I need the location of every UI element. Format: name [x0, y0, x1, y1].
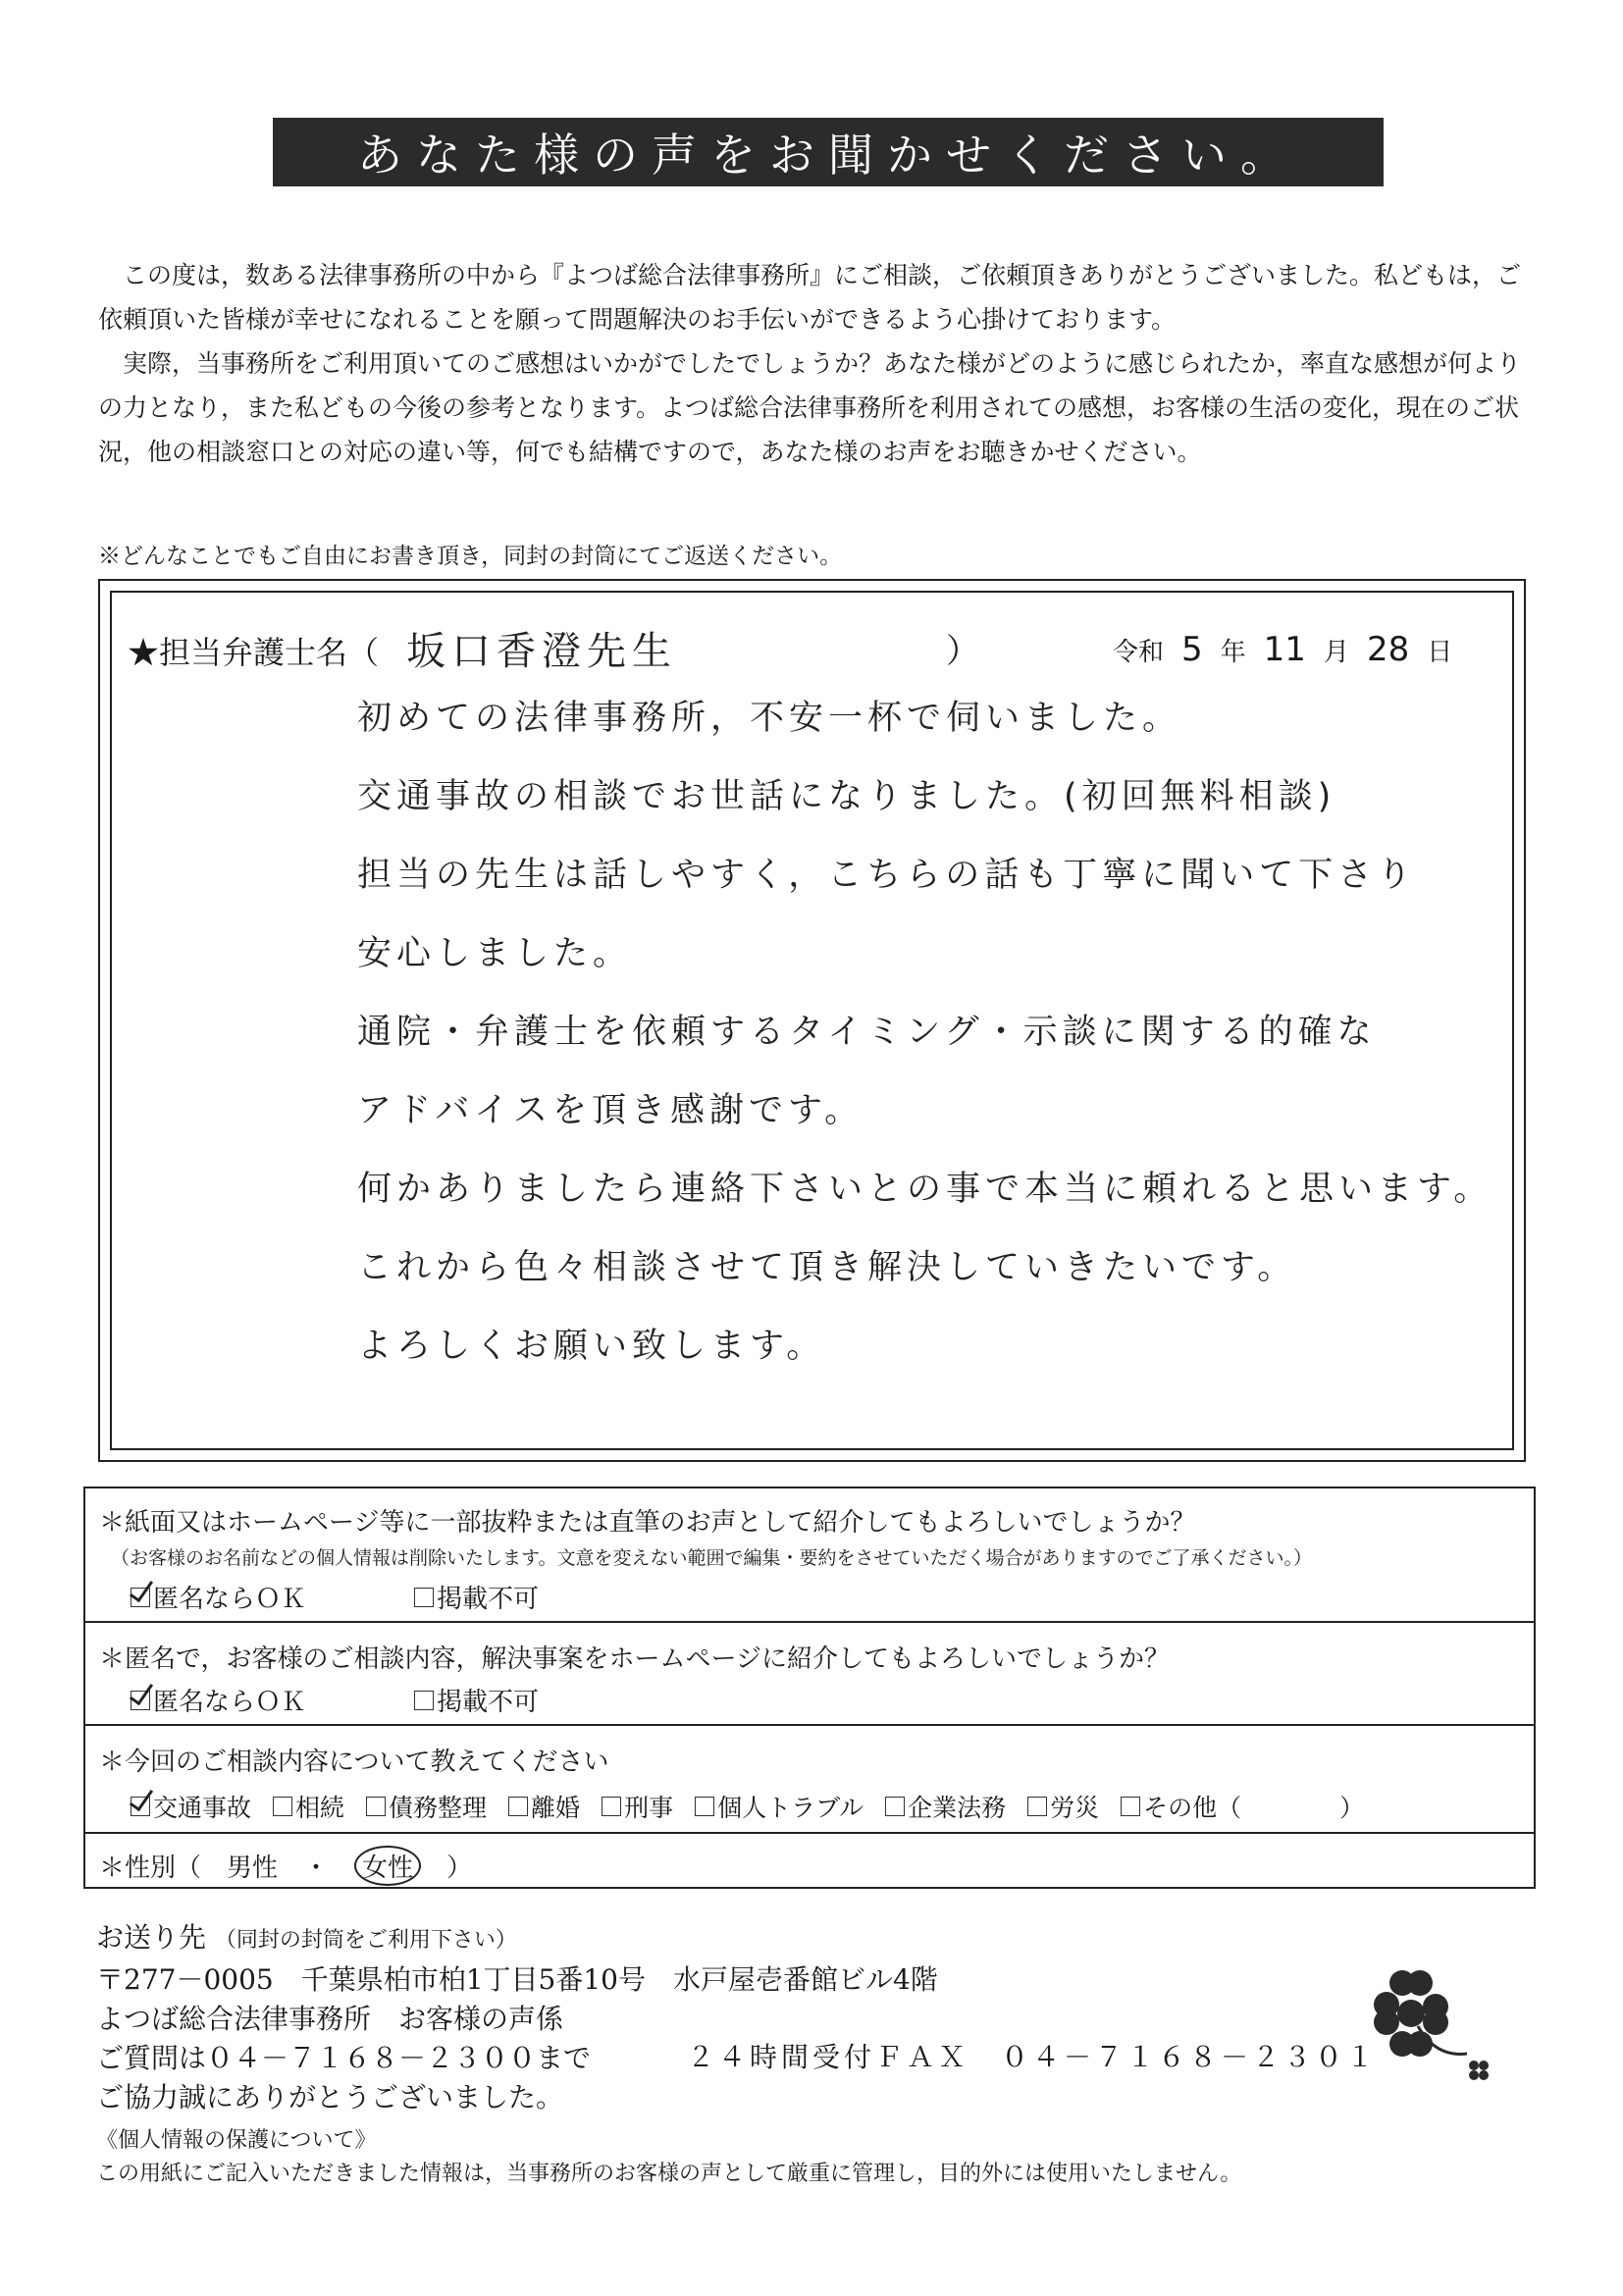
- survey-q4: [85, 1832, 1534, 1887]
- q3-option-label: 個人トラブル: [717, 1794, 864, 1822]
- q2-option-not-allowed-label: 掲載不可: [437, 1688, 540, 1717]
- intro-paragraph-1: この度は，数ある法律事務所の中から『よつば総合法律事務所』にご相談，ご依頼頂きありがとうございました。私どもは，ご依頼頂いた皆様が幸せになれることを願って問題解決のお手伝いができるよう心掛けております。: [98, 261, 1522, 334]
- q3-option-label: 離婚: [531, 1794, 581, 1822]
- q3-question: ＊今回のご相談内容について教えてください: [99, 1748, 609, 1777]
- lawyer-name-handwritten: 坂口香澄先生: [406, 629, 677, 674]
- checkbox-icon[interactable]: [273, 1797, 292, 1816]
- send-line: [96, 1918, 938, 1960]
- privacy-text: この用紙にご記入いただきました情報は，当事務所のお客様の声として厳重に管理し，目的外には使用いたしません。: [96, 2162, 1242, 2186]
- date-era: 令和: [1113, 638, 1165, 667]
- comment-line: 担当の先生は話しやすく，こちらの話も丁寧に聞いて下さり: [357, 856, 1417, 895]
- checkbox-icon[interactable]: [1121, 1797, 1140, 1816]
- gender-label: ＊性別（: [99, 1853, 202, 1883]
- intro-text: [98, 253, 1541, 474]
- send-note: （同封の封筒をご利用下さい）: [214, 1928, 517, 1953]
- comment-form-box: [98, 579, 1526, 1462]
- checkbox-icon[interactable]: [366, 1797, 386, 1816]
- intro-paragraph-2: 実際，当事務所をご利用頂いてのご感想はいかがでしたでしょうか？あなた様がどのように感じられたか，率直な感想が何よりの力となり，また私どもの今後の参考となります。よつば総合法律事務所を利用されての感想，お客様の生活の変化，現在のご状況，他の相談窓口との対応の違い等，何でも結構ですので，あなた様のお声をお聴きかせください。: [98, 349, 1522, 466]
- q2-option-anonymous-ok-label: 匿名ならＯＫ: [153, 1688, 307, 1717]
- checkbox-icon[interactable]: [414, 1691, 434, 1710]
- q3-option-label: その他（ ）: [1143, 1794, 1365, 1822]
- instruction-note: ※どんなことでもご自由にお書き頂き，同封の封筒にてご返送ください。: [98, 544, 843, 569]
- handwritten-comment: [357, 679, 1493, 1385]
- comment-line: アドバイスを頂き感謝です。: [357, 1091, 864, 1130]
- checkbox-icon[interactable]: [1027, 1797, 1047, 1816]
- lawyer-label: ★担当弁護士名（: [128, 634, 380, 671]
- survey-box: [83, 1487, 1536, 1889]
- send-label: お送り先: [96, 1921, 207, 1954]
- date-day-unit: 日: [1427, 638, 1453, 667]
- comment-line: 通院・弁護士を依頼するタイミング・示談に関する的確な: [357, 1013, 1377, 1052]
- checkbox-checked-icon[interactable]: [131, 1691, 150, 1710]
- q3-option-personal-trouble[interactable]: [695, 1789, 864, 1824]
- q1-option-anonymous-ok-label: 匿名ならＯＫ: [153, 1585, 307, 1614]
- q3-option-inheritance[interactable]: [273, 1789, 344, 1824]
- comment-line: これから色々相談させて頂き解決していきたいです。: [357, 1248, 1297, 1287]
- q2-option-not-allowed[interactable]: [414, 1682, 539, 1718]
- lawyer-label-close: ）: [946, 632, 979, 671]
- gender-row: [99, 1846, 472, 1886]
- clover-icon: [1369, 1967, 1496, 2085]
- date-month: 11: [1263, 630, 1306, 669]
- gender-option-male[interactable]: 男性: [227, 1853, 279, 1883]
- q1-option-anonymous-ok[interactable]: [131, 1579, 306, 1615]
- comment-line: 安心しました。: [357, 934, 633, 973]
- page-title: あなた様の声をお聞かせください。: [273, 118, 1384, 186]
- gender-separator: ・: [303, 1853, 330, 1883]
- phone-number: ご質問は０４－７１６８－２３００まで: [96, 2042, 592, 2074]
- q2-option-anonymous-ok[interactable]: [131, 1682, 306, 1718]
- office-name: よつば総合法律事務所 お客様の声係: [96, 2003, 564, 2035]
- q3-option-label: 労災: [1050, 1794, 1100, 1822]
- checkbox-icon[interactable]: [602, 1797, 621, 1816]
- checkbox-icon[interactable]: [885, 1797, 905, 1816]
- date-year: 5: [1181, 630, 1203, 669]
- comment-line: よろしくお願い致します。: [357, 1327, 826, 1366]
- q3-option-divorce[interactable]: [508, 1789, 580, 1824]
- mailing-info: [96, 1918, 938, 2117]
- gender-option-female-circled[interactable]: 女性: [354, 1846, 421, 1886]
- mailing-address: 〒277－0005 千葉県柏市柏1丁目5番10号 水戸屋壱番館ビル4階: [96, 1963, 938, 1996]
- checkbox-checked-icon[interactable]: [131, 1588, 150, 1607]
- comment-line: 何かありましたら連絡下さいとの事で本当に頼れると思います。: [357, 1170, 1493, 1209]
- q2-question: ＊匿名で，お客様のご相談内容，解決事案をホームページに紹介してもよろしいでしょうか？: [99, 1644, 1170, 1674]
- checkbox-icon[interactable]: [695, 1797, 714, 1816]
- q3-options: [131, 1789, 1364, 1824]
- q3-option-label: 企業法務: [908, 1794, 1007, 1822]
- q3-option-label: 債務整理: [389, 1794, 488, 1822]
- q3-option-other[interactable]: [1121, 1789, 1364, 1824]
- date-field: [1113, 630, 1452, 669]
- checkbox-checked-icon[interactable]: [131, 1797, 150, 1816]
- thanks-text: ご協力誠にありがとうございました。: [96, 2081, 564, 2113]
- privacy-notice: [96, 2124, 1241, 2191]
- date-day: 28: [1366, 630, 1410, 669]
- checkbox-icon[interactable]: [508, 1797, 528, 1816]
- gender-close: ）: [446, 1853, 473, 1883]
- q3-option-label: 相続: [295, 1794, 345, 1822]
- q1-options: [131, 1579, 539, 1615]
- q3-option-label: 交通事故: [153, 1794, 252, 1822]
- comment-line: 交通事故の相談でお世話になりました。(初回無料相談): [357, 777, 1336, 816]
- comment-line: 初めての法律事務所，不安一杯で伺いました。: [357, 699, 1182, 738]
- q3-option-traffic-accident[interactable]: [131, 1789, 251, 1824]
- comment-form-inner: [110, 591, 1514, 1450]
- q1-question: ＊紙面又はホームページ等に一部抜粋または直筆のお声として紹介してもよろしいでしょうか？: [99, 1508, 1196, 1538]
- survey-q3: [85, 1724, 1534, 1832]
- q3-option-debt[interactable]: [366, 1789, 487, 1824]
- q3-option-criminal[interactable]: [602, 1789, 673, 1824]
- q1-option-not-allowed-label: 掲載不可: [437, 1585, 540, 1614]
- q1-option-not-allowed[interactable]: [414, 1579, 539, 1615]
- privacy-heading: 《個人情報の保護について》: [96, 2128, 377, 2153]
- q3-option-workplace-accident[interactable]: [1027, 1789, 1099, 1824]
- q2-options: [131, 1682, 539, 1718]
- fax-number: ２４時間受付ＦＡＸ ０４－７１６８－２３０１: [687, 2041, 1379, 2073]
- survey-q1: [85, 1488, 1534, 1621]
- date-month-unit: 月: [1323, 638, 1349, 667]
- date-year-unit: 年: [1220, 638, 1246, 667]
- q1-subnote: （お客様のお名前などの個人情報は削除いたします。文意を変えない範囲で編集・要約をさせていただく場合がありますのでご了承ください。）: [111, 1547, 1312, 1569]
- checkbox-icon[interactable]: [414, 1588, 434, 1607]
- survey-q2: [85, 1621, 1534, 1724]
- q3-option-label: 刑事: [624, 1794, 674, 1822]
- q3-option-corporate[interactable]: [885, 1789, 1006, 1824]
